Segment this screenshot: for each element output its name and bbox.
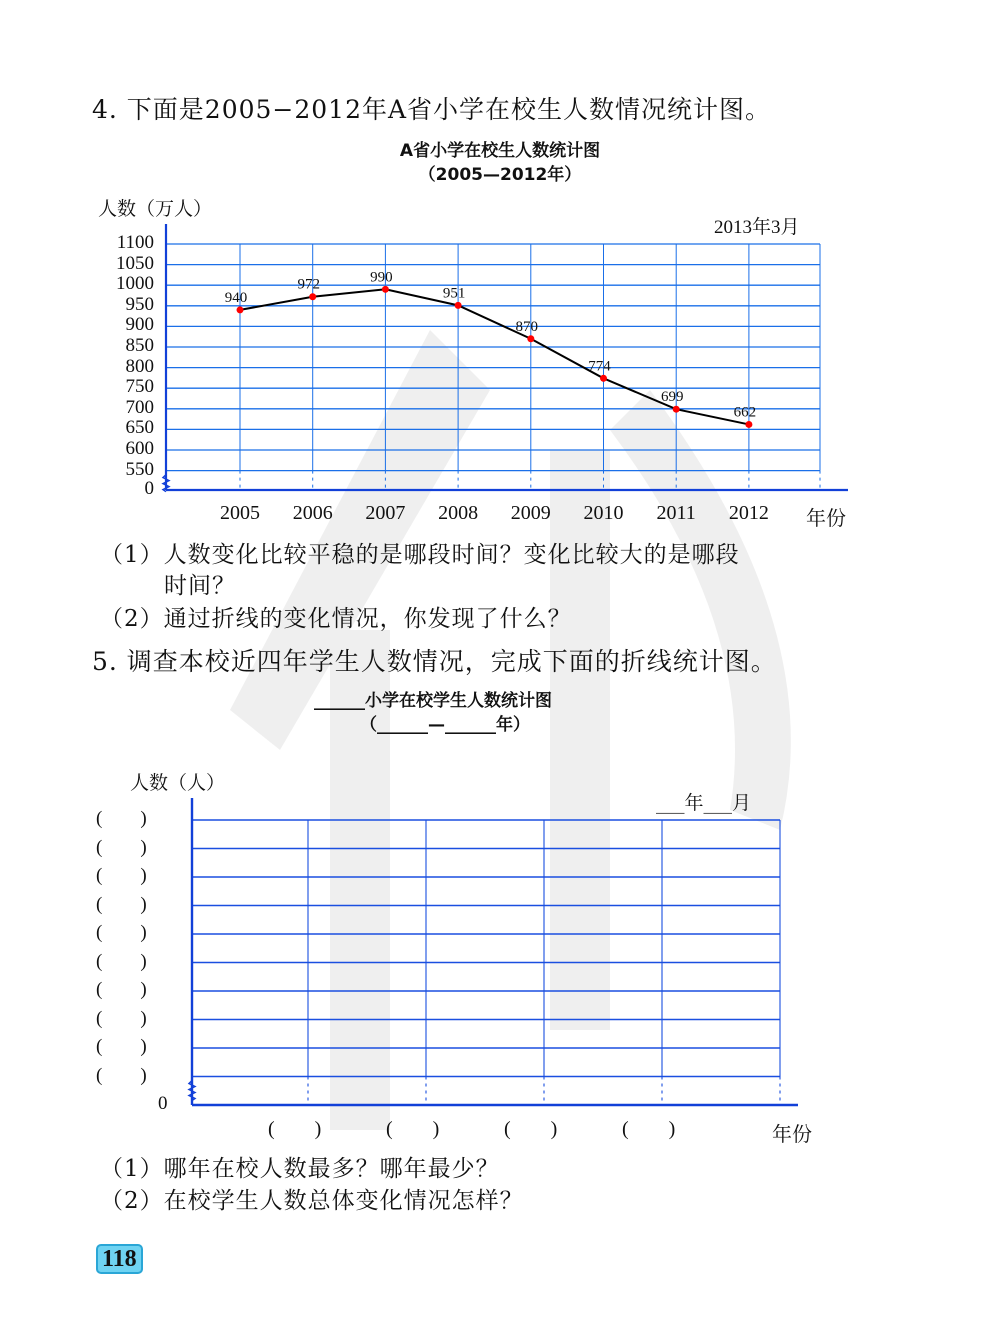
- chart2-y-tick-blank[interactable]: ( ): [96, 865, 147, 886]
- chart1-data-label: 940: [224, 289, 248, 306]
- chart1-x-tick: 2006: [292, 502, 333, 524]
- chart1-data-point: [600, 375, 607, 382]
- chart1-x-tick: 2011: [656, 502, 696, 524]
- chart2-xlabel: 年份: [772, 1122, 812, 1146]
- chart1-y-tick: 750: [125, 376, 154, 398]
- chart2-y-tick-blank[interactable]: ( ): [96, 950, 147, 972]
- chart2-plot: [0, 760, 1000, 1140]
- chart2-title-text: 小学在校学生人数统计图: [365, 691, 552, 711]
- chart2-ylabel: 人数（人）: [130, 772, 226, 794]
- chart1-title: A省小学在校生人数统计图: [399, 141, 601, 161]
- chart1-y-tick: 600: [125, 438, 154, 459]
- chart1-y-tick: 900: [125, 314, 154, 336]
- chart1-data-point: [237, 306, 244, 313]
- chart1-date-note: 2013年3月: [714, 217, 800, 238]
- chart1-y-tick: 950: [125, 293, 154, 315]
- page-number: 118: [96, 1244, 143, 1274]
- chart1-data-point: [673, 406, 680, 413]
- chart1-y-tick: 1050: [116, 252, 154, 274]
- chart1-data-label: 990: [370, 269, 393, 286]
- chart2-title: [314, 686, 552, 711]
- chart1-data-label: 699: [660, 389, 684, 406]
- chart2-y-tick-blank[interactable]: ( ): [96, 979, 147, 1000]
- chart2-subtitle[interactable]: （______—______年）: [360, 715, 530, 735]
- chart1-x-tick: 2007: [365, 502, 406, 524]
- chart1-data-label: 662: [733, 404, 757, 421]
- chart2-title-blank[interactable]: ______: [314, 691, 365, 711]
- chart2-y-tick-blank[interactable]: ( ): [96, 808, 147, 829]
- chart1-y-tick: 0: [144, 478, 154, 499]
- chart1-data-label: 972: [297, 276, 320, 293]
- chart1-data-label: 774: [588, 358, 611, 375]
- chart1-data-point: [455, 302, 462, 309]
- chart2-y-tick-blank[interactable]: ( ): [96, 922, 147, 943]
- chart2-x-tick-blank[interactable]: ( ): [504, 1118, 558, 1140]
- chart1-y-tick: 800: [125, 355, 154, 377]
- chart1-xlabel: 年份: [806, 506, 846, 530]
- chart2-y-tick-blank[interactable]: ( ): [96, 836, 147, 858]
- chart1-data-label: 870: [515, 318, 539, 335]
- question-4-sub1-cont: 时间？: [164, 573, 236, 599]
- chart1-y-tick: 700: [125, 396, 154, 418]
- chart2-x-tick-blank[interactable]: ( ): [622, 1118, 676, 1140]
- chart1-data-point: [309, 293, 316, 300]
- chart1-y-tick: 1100: [116, 232, 154, 253]
- chart1-plot: [0, 0, 1000, 560]
- chart1-y-tick: 650: [125, 417, 154, 439]
- chart1-data-label: 951: [442, 285, 466, 302]
- chart2-date-note[interactable]: ___年___月: [656, 792, 752, 814]
- chart1-y-tick: 550: [125, 458, 154, 480]
- chart1-subtitle: （2005—2012年）: [418, 165, 582, 185]
- chart1-ylabel: 人数（万人）: [98, 198, 213, 220]
- chart2-y-tick-blank[interactable]: ( ): [96, 1064, 147, 1086]
- chart2-x-tick-blank[interactable]: ( ): [268, 1118, 322, 1140]
- chart1-x-tick: 2010: [583, 502, 624, 524]
- chart1-x-tick: 2008: [438, 502, 479, 524]
- chart1-data-point: [382, 286, 389, 293]
- chart2-y-tick-blank[interactable]: ( ): [96, 893, 147, 915]
- chart1-x-tick: 2012: [728, 502, 769, 524]
- chart1-data-point: [745, 421, 752, 428]
- question-5-sub1: （1）哪年在校人数最多？哪年最少？: [100, 1156, 500, 1182]
- question-4-title: 4. 下面是2005−2012年A省小学在校生人数情况统计图。: [92, 95, 772, 124]
- question-4-sub1: （1）人数变化比较平稳的是哪段时间？变化比较大的是哪段: [100, 542, 740, 568]
- chart2-y-tick-blank[interactable]: ( ): [96, 1036, 147, 1057]
- chart2-y-tick-blank[interactable]: ( ): [96, 1007, 147, 1029]
- chart2-y-tick-blank: 0: [158, 1093, 168, 1114]
- question-5-title: 5. 调查本校近四年学生人数情况，完成下面的折线统计图。: [92, 647, 777, 676]
- question-5-sub2: （2）在校学生人数总体变化情况怎样？: [100, 1188, 524, 1214]
- chart1-y-tick: 850: [125, 335, 154, 356]
- chart1-x-tick: 2009: [510, 502, 551, 524]
- question-4-sub2: （2）通过折线的变化情况，你发现了什么？: [100, 606, 572, 632]
- chart1-data-point: [527, 335, 534, 342]
- chart1-y-tick: 1000: [116, 273, 154, 295]
- chart1-x-tick: 2005: [220, 502, 260, 524]
- chart2-x-tick-blank[interactable]: ( ): [386, 1118, 440, 1140]
